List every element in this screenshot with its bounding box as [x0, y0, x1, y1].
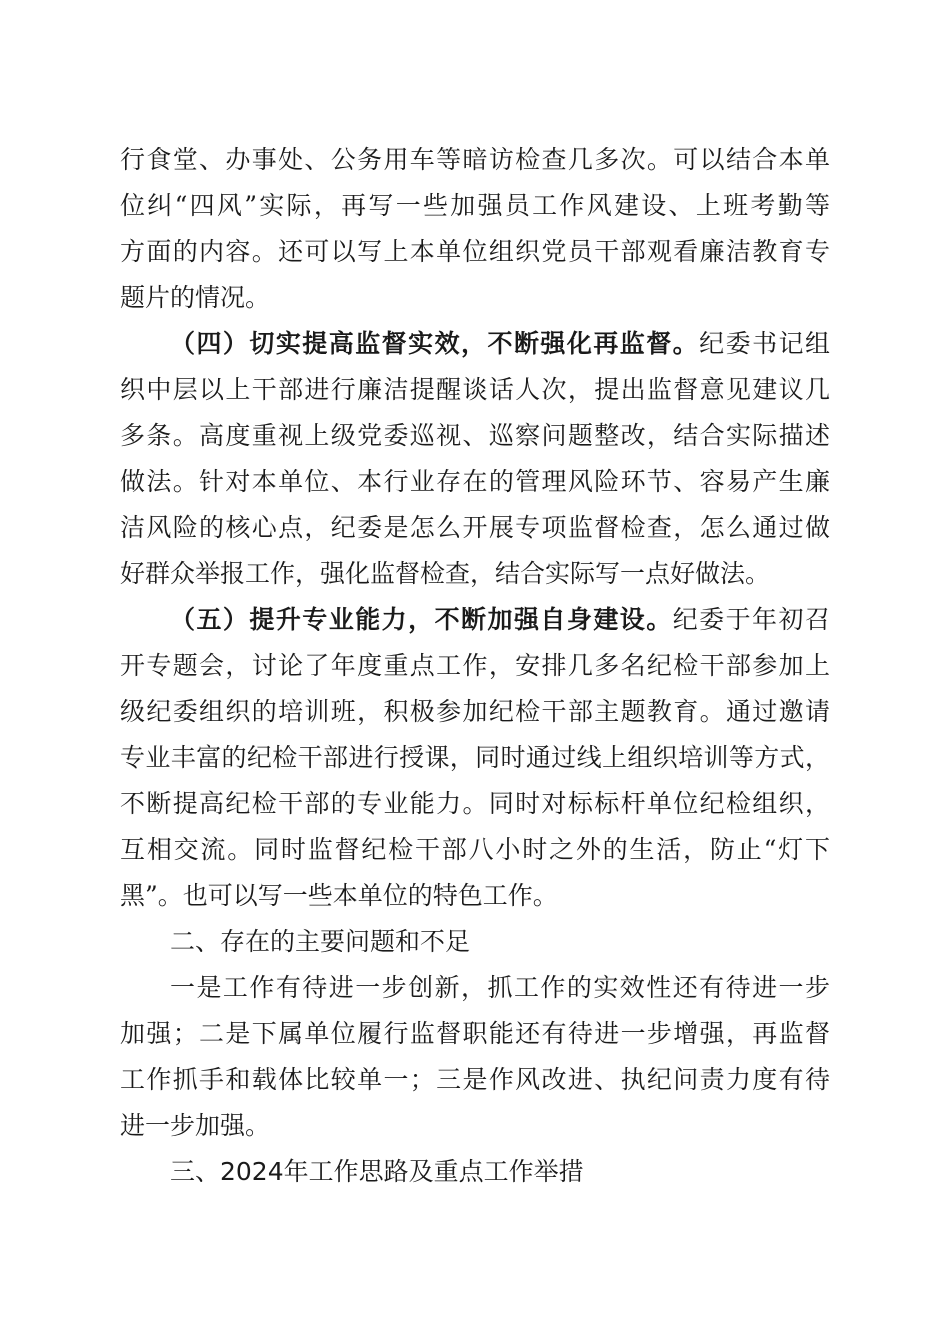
paragraph-line: 题片的情况。 — [120, 283, 271, 312]
paragraph-line: 专业丰富的纪检干部进行授课，同时通过线上组织培训等方式， — [120, 743, 830, 772]
paragraph-line: 加强；二是下属单位履行监督职能还有待进一步增强，再监督 — [120, 1019, 830, 1048]
paragraph-line: 好群众举报工作，强化监督检查，结合实际写一点好做法。 — [120, 559, 771, 588]
paragraph-line: 黑”。也可以写一些本单位的特色工作。 — [120, 881, 558, 910]
paragraph-line: 开专题会，讨论了年度重点工作，安排几多名纪检干部参加上 — [120, 651, 830, 680]
paragraph-line: 互相交流。同时监督纪检干部八小时之外的生活，防止“灯下 — [120, 835, 830, 864]
paragraph-line: 做法。针对本单位、本行业存在的管理风险环节、容易产生廉 — [120, 467, 830, 496]
paragraph-line: 织中层以上干部进行廉洁提醒谈话人次，提出监督意见建议几 — [120, 375, 830, 404]
paragraph-bold-lead: （五）提升专业能力，不断加强自身建设。 — [170, 605, 673, 634]
paragraph-first-line — [170, 602, 830, 638]
section-heading: 三、2024年工作思路及重点工作举措 — [170, 1157, 584, 1186]
paragraph-line: 工作抓手和载体比较单一；三是作风改进、执纪问责力度有待 — [120, 1065, 830, 1094]
section-heading: 二、存在的主要问题和不足 — [170, 927, 471, 956]
paragraph-line: 进一步加强。 — [120, 1111, 271, 1140]
paragraph-line: 位纠“四风”实际，再写一些加强员工作风建设、上班考勤等 — [120, 191, 830, 220]
paragraph-line: 不断提高纪检干部的专业能力。同时对标标杆单位纪检组织， — [120, 789, 830, 818]
paragraph-first-line: 一是工作有待进一步创新，抓工作的实效性还有待进一步 — [170, 973, 830, 1002]
paragraph-bold-lead: （四）切实提高监督实效，不断强化再监督。 — [170, 329, 700, 358]
paragraph-line: 方面的内容。还可以写上本单位组织党员干部观看廉洁教育专 — [120, 237, 830, 266]
paragraph-line: 多条。高度重视上级党委巡视、巡察问题整改，结合实际描述 — [120, 421, 830, 450]
paragraph-text: 纪委于年初召 — [672, 605, 830, 634]
paragraph-line: 洁风险的核心点，纪委是怎么开展专项监督检查，怎么通过做 — [120, 513, 830, 542]
paragraph-line: 级纪委组织的培训班，积极参加纪检干部主题教育。通过邀请 — [120, 697, 830, 726]
paragraph-first-line — [170, 326, 830, 362]
paragraph-text: 纪委书记组 — [699, 329, 830, 358]
paragraph-line: 行食堂、办事处、公务用车等暗访检查几多次。可以结合本单 — [120, 145, 830, 174]
